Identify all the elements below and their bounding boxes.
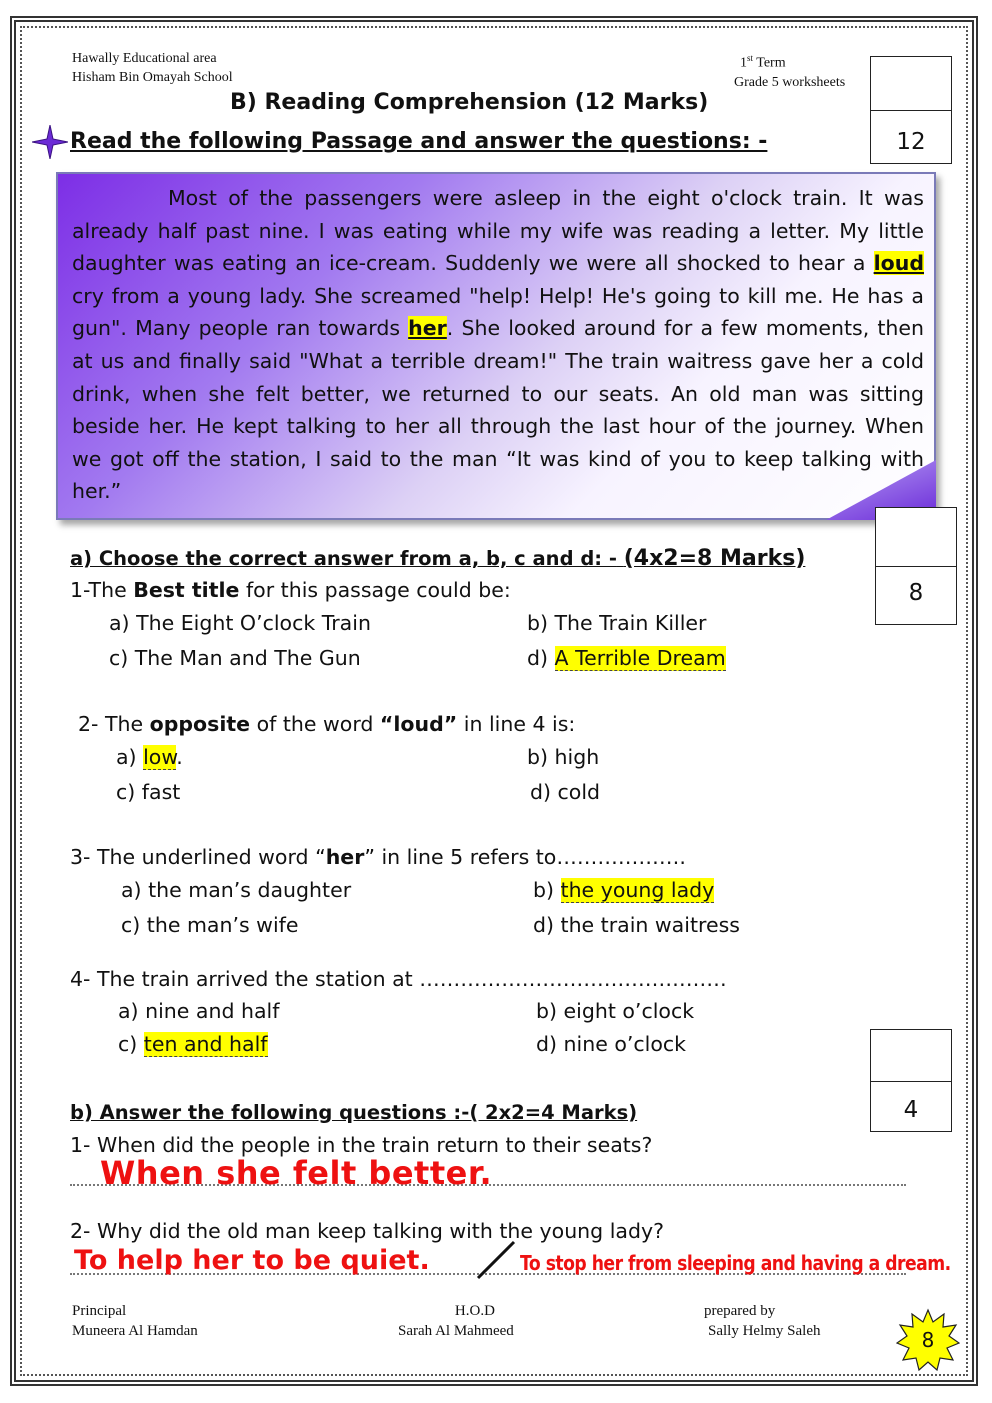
instruction-heading: Read the following Passage and answer the questions: - (70, 129, 768, 154)
score-box-divider (871, 1081, 951, 1082)
q2-answer-highlight: low (143, 745, 177, 769)
score-box-total (870, 56, 952, 164)
term-superscript: st (747, 53, 754, 63)
header-area: Hawally Educational area (72, 51, 217, 66)
part-a-heading (70, 546, 805, 571)
q2-option-a-prefix: a) (116, 745, 144, 769)
passage-box (56, 172, 936, 520)
q2-option-d: d) cold (530, 780, 601, 804)
q2-option-a (116, 745, 183, 769)
score-part-b: 4 (903, 1097, 919, 1123)
q1-post: for this passage could be: (239, 578, 511, 602)
hod-name: Sarah Al Mahmeed (398, 1323, 514, 1339)
q3-option-c: c) the man’s wife (121, 913, 299, 937)
q4-option-b: b) eight o’clock (536, 999, 695, 1023)
q1-option-c: c) The Man and The Gun (109, 646, 361, 670)
part-a-marks: (4x2=8 Marks) (623, 546, 806, 571)
star-bullet-icon (32, 125, 68, 159)
handwritten-answer-2a: To help her to be quiet. (74, 1245, 430, 1276)
part-b-question-1: 1- When did the people in the train return to their seats? (70, 1133, 653, 1157)
q1-answer-highlight: A Terrible Dream (554, 646, 726, 670)
header-term (734, 49, 845, 73)
q3-answer-highlight: the young lady (560, 878, 715, 902)
q1-option-b: b) The Train Killer (527, 611, 707, 635)
handwritten-answer-1: When she felt better. (100, 1154, 493, 1192)
q2-mid: of the word (250, 712, 380, 736)
q3-option-b-prefix: b) (533, 878, 561, 902)
header-school: Hisham Bin Omayah School (72, 70, 233, 85)
q2-pre: 2- The (78, 712, 150, 736)
slash-separator-icon (470, 1238, 520, 1282)
q2-option-c: c) fast (116, 780, 181, 804)
q1-option-d (527, 646, 726, 670)
q1-pre: 1-The (70, 578, 134, 602)
footer-prepared (704, 1301, 821, 1341)
q4-answer-highlight: ten and half (143, 1032, 268, 1056)
passage-word-loud: loud (873, 251, 924, 276)
question-2 (78, 712, 575, 736)
q2-option-b: b) high (527, 745, 600, 769)
passage-word-her: her (408, 316, 447, 341)
header-left (72, 49, 233, 87)
prepared-name: Sally Helmy Saleh (708, 1323, 821, 1339)
question-3 (70, 845, 686, 869)
score-box-divider (871, 110, 951, 111)
q1-option-a: a) The Eight O’clock Train (109, 611, 371, 635)
q2-bold-opposite: opposite (149, 712, 251, 736)
part-b-heading: b) Answer the following questions :-( 2x2=4 Marks) (70, 1101, 638, 1124)
handwritten-answer-2b: To stop her from sleeping and having a dream. (520, 1251, 951, 1275)
q3-post: ” in line 5 refers to………………. (364, 845, 686, 869)
q1-option-d-prefix: d) (527, 646, 555, 670)
q3-option-d: d) the train waitress (533, 913, 740, 937)
q4-option-c (118, 1032, 268, 1056)
question-1 (70, 578, 511, 602)
passage-part-3: . She looked around for a few moments, then at us and finally said "What a terrible dream!" The train waitress gave her a cold drink, when she felt better, we returned to our seats. An old man was sitting beside her. He kept talking to her all through the last hour of the journey. When we got off the station, I said to the man “It was kind of you to keep talking with her.” (72, 316, 924, 504)
principal-name: Muneera Al Hamdan (72, 1323, 198, 1339)
footer-hod (398, 1301, 514, 1341)
header-grade: Grade 5 worksheets (734, 74, 846, 90)
term-number: 1 (740, 55, 747, 71)
section-title: B) Reading Comprehension (12 Marks) (230, 90, 709, 115)
q2-option-a-suffix: . (176, 745, 183, 769)
passage-part-1: Most of the passengers were asleep in the eight o'clock train. It was already half past nine. I was eating while my wife was reading a letter. My little daughter was eating an ice-cream. Suddenly we were all shocked to hear a (72, 186, 924, 276)
part-a-heading-text: a) Choose the correct answer from a, b, c and d: - (70, 547, 617, 570)
principal-role: Principal (72, 1303, 127, 1319)
score-part-a: 8 (908, 580, 924, 606)
hod-role: H.O.D (454, 1303, 495, 1319)
header-right (734, 49, 845, 92)
question-4: 4- The train arrived the station at ……………………………………… (70, 967, 727, 991)
q3-option-a: a) the man’s daughter (121, 878, 352, 902)
q2-bold-loud: “loud” (379, 712, 458, 736)
term-word: Term (753, 55, 786, 71)
score-box-divider (876, 566, 956, 567)
part-b-question-2: 2- Why did the old man keep talking with the young lady? (70, 1219, 664, 1243)
passage-text (72, 182, 924, 508)
q1-bold: Best title (133, 578, 240, 602)
passage-part-2: cry from a young lady. She screamed "help! Help! He's going to kill me. He has a gun". Many people ran towards (72, 283, 924, 341)
q3-pre: 3- The underlined word “ (70, 845, 326, 869)
q4-option-a: a) nine and half (118, 999, 280, 1023)
score-box-part-a (875, 507, 957, 625)
q2-post: in line 4 is: (457, 712, 576, 736)
q3-option-b (533, 878, 714, 902)
q4-option-c-prefix: c) (118, 1032, 144, 1056)
prepared-role: prepared by (704, 1303, 776, 1319)
score-total: 12 (896, 129, 926, 155)
q4-option-d: d) nine o’clock (536, 1032, 687, 1056)
footer-principal (72, 1301, 198, 1341)
page-number: 8 (921, 1328, 935, 1352)
q3-bold: her (325, 845, 365, 869)
score-box-part-b (870, 1029, 952, 1132)
